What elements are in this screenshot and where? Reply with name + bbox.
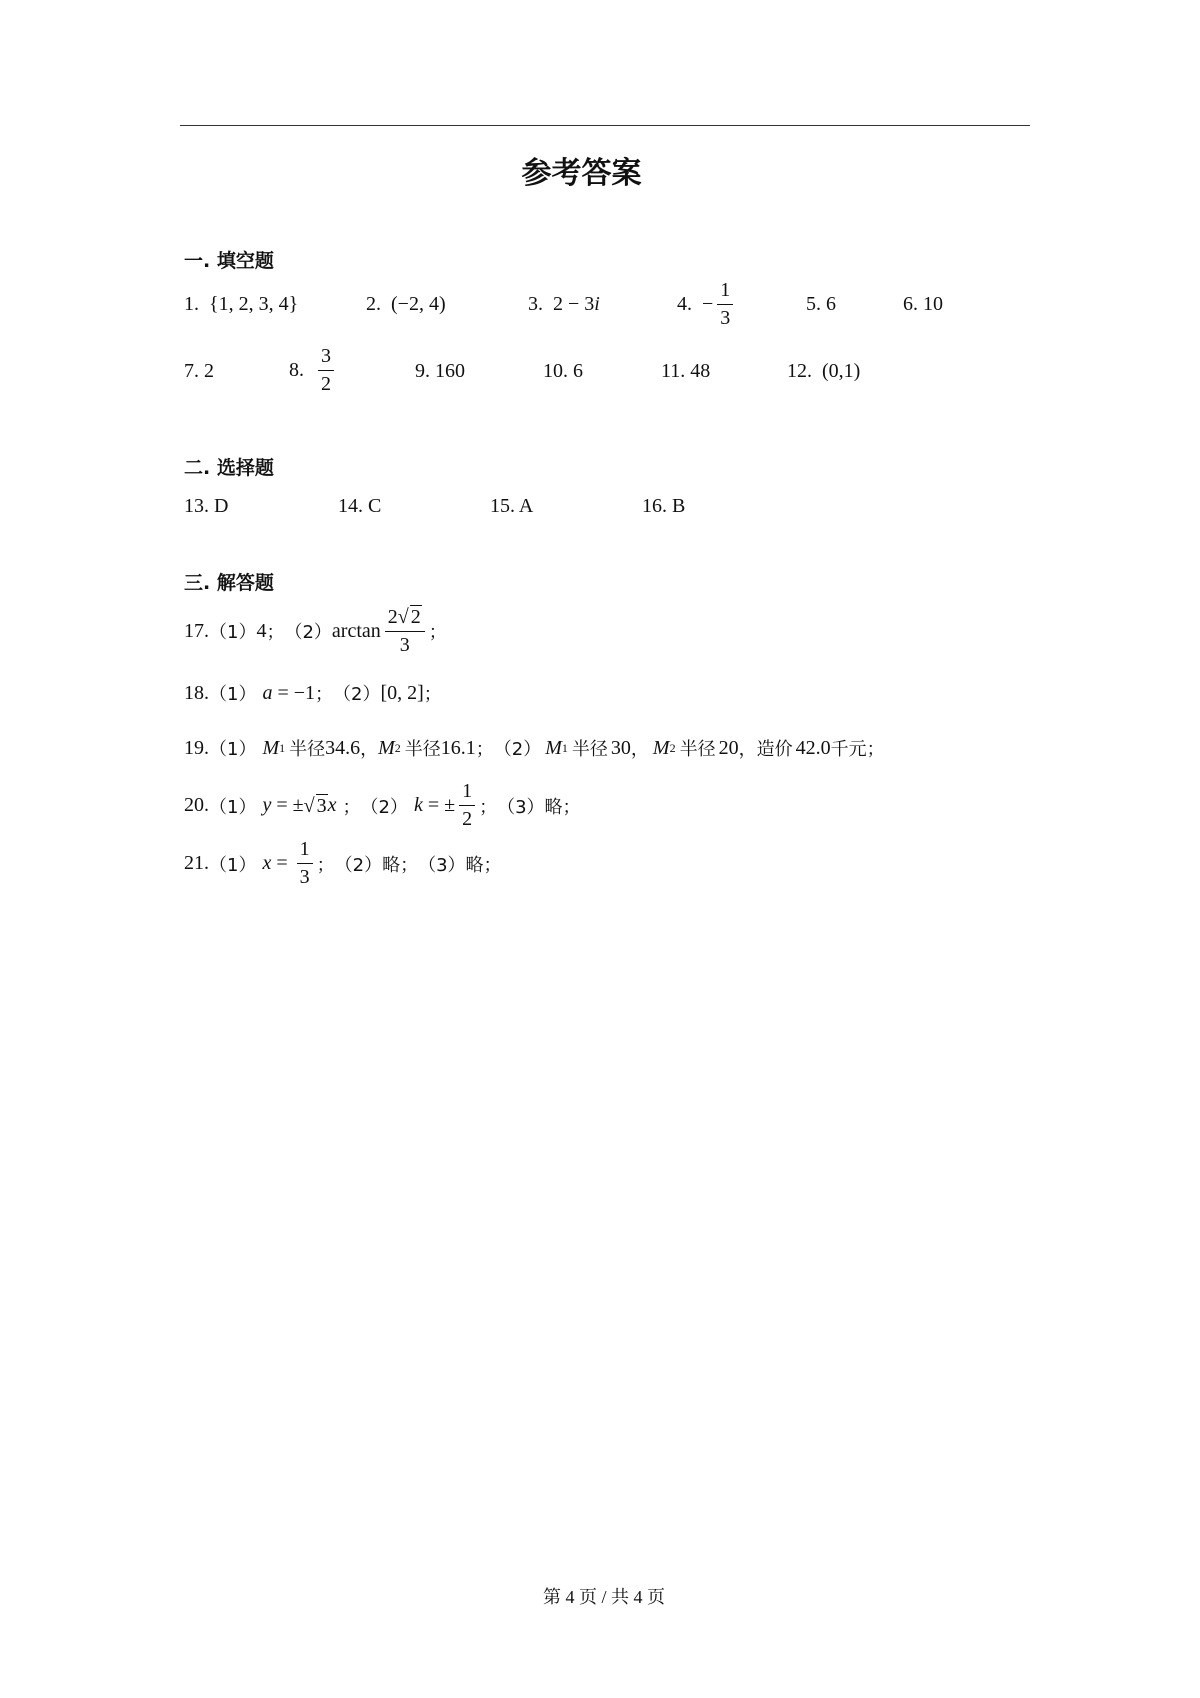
answer-q16: 16. B [642,495,686,517]
answer-q15: 15. A [490,495,534,517]
fraction: 2√ 2 3 [385,605,425,657]
answer-q7: 7. 2 [184,360,214,382]
sqrt-symbol: √ 3 [303,794,327,817]
page-footer: 第 4 页 / 共 4 页 [542,1587,665,1607]
answer-q11: 11. 48 [661,360,711,382]
answer-q21: 21. （1） x = $\frac{1}{3}$ ； （2） 略； （3） 略； [184,838,502,888]
header-rule [180,125,1030,126]
section-fill-heading: 一. 填空题 [184,250,274,272]
section-choice-heading: 二. 选择题 [184,457,274,479]
fraction: $\frac{3}{2}$ [318,345,334,396]
answer-q2: 2. (−2, 4) [366,293,446,315]
answer-q3: 3. 2 − 3i [528,293,600,315]
fraction: $\frac{1}{3}$ [297,838,313,889]
answer-q8: 8. $\frac{3}{2}$ [289,345,338,396]
answer-q10: 10. 6 [543,360,583,382]
answer-q18: 18. （1） a = −1 ； （2） [0, 2] ； [184,681,442,705]
answer-q4: 4. − $\frac{1}{3}$ [677,279,737,330]
answer-q12: 12. (0,1) [787,360,861,382]
answer-q5: 5. 6 [806,293,836,315]
sqrt-symbol: √ 2 [397,606,421,628]
section-solve-heading: 三. 解答题 [184,572,274,594]
answer-q1: 1. {1, 2, 3, 4} [184,293,299,315]
fraction: $\frac{1}{3}$ [717,279,733,330]
answer-q6: 6. 10 [903,293,943,315]
answer-q14: 14. C [338,495,382,517]
answer-q17: 17. （1） 4 ； （2） arctan 2√ 2 3 ； [184,606,447,656]
page-title: 参考答案 [521,156,642,191]
fraction: $\frac{1}{2}$ [459,780,475,831]
answer-q20: 20. （1） y = ± √ 3 x ； （2） k = ± $\frac{1}{2}$ ； （3） 略； [184,780,581,830]
answer-q19: 19. （1） M 1 半径 34.6 ， M 2 半径 16.1 ； （2） M 1 半径 30 ， M 2 半径 20 ，造价 42.0 千元； [184,736,885,760]
answer-q9: 9. 160 [415,360,465,382]
answer-q13: 13. D [184,495,229,517]
